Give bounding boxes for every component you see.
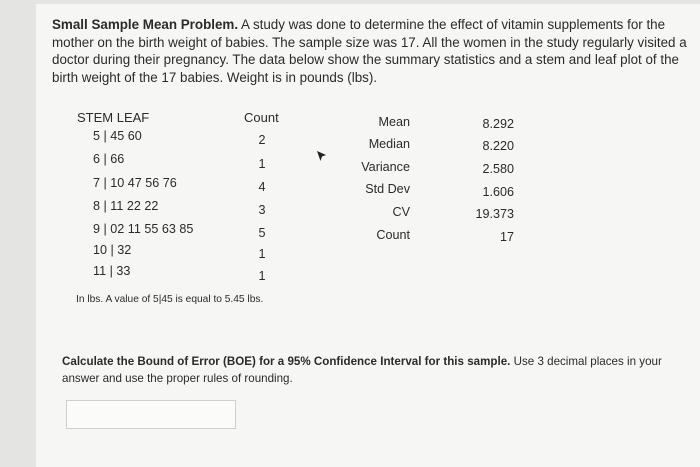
problem-body: A study was done to determine the effect of vitamin supplements for the mother on the birth weight of babies. The sample size was 17. All the women in the study regularly visited a doctor during their pregnancy. The data below show the summary statistics and a stem and leaf plot of the birth weight of the 17 babies. Weight is in pounds (lbs). — [52, 17, 687, 85]
stat-value-variance: 2.580 — [482, 162, 514, 176]
answer-input[interactable] — [66, 400, 236, 429]
stem-leaf-header: STEM LEAF — [77, 110, 150, 125]
stat-label-std-dev: Std Dev — [365, 182, 410, 196]
stat-label-mean: Mean — [378, 115, 410, 129]
stem-leaf-row: 5 | 45 60 — [93, 129, 142, 143]
count-cell: 1 — [258, 157, 266, 171]
stat-value-count: 17 — [499, 230, 514, 244]
stat-label-cv: CV — [392, 205, 410, 219]
question-text — [62, 353, 682, 387]
count-cell: 3 — [258, 203, 266, 217]
stat-label-variance: Variance — [361, 160, 410, 174]
problem-title: Small Sample Mean Problem. — [52, 17, 239, 32]
stem-leaf-row: 10 | 32 — [93, 243, 132, 257]
count-cell: 1 — [258, 247, 266, 261]
question-rest: Use 3 decimal places in your answer and use the proper rules of rounding. — [62, 355, 662, 385]
count-cell: 4 — [258, 180, 266, 194]
stem-leaf-row: 7 | 10 47 56 76 — [93, 176, 177, 190]
stat-value-mean: 8.292 — [482, 117, 514, 131]
stem-leaf-row: 11 | 33 — [93, 264, 131, 278]
stat-value-cv: 19.373 — [475, 207, 514, 221]
stem-leaf-row: 6 | 66 — [93, 152, 125, 166]
question-bold: Calculate the Bound of Error (BOE) for a 95% Confidence Interval for this sample. — [62, 355, 511, 368]
stat-label-count: Count — [376, 228, 410, 242]
count-cell: 2 — [258, 133, 266, 147]
stat-label-median: Median — [368, 137, 410, 151]
stat-value-std-dev: 1.606 — [482, 185, 514, 199]
stem-leaf-row: 8 | 11 22 22 — [93, 199, 159, 213]
count-cell: 5 — [258, 226, 266, 240]
count-header: Count — [244, 110, 279, 125]
stat-value-median: 8.220 — [482, 139, 514, 153]
count-cell: 1 — [258, 269, 266, 283]
stem-leaf-row: 9 | 02 11 55 63 85 — [93, 222, 194, 236]
stem-leaf-note: In lbs. A value of 5|45 is equal to 5.45 lbs. — [76, 294, 264, 305]
problem-statement — [52, 16, 692, 86]
